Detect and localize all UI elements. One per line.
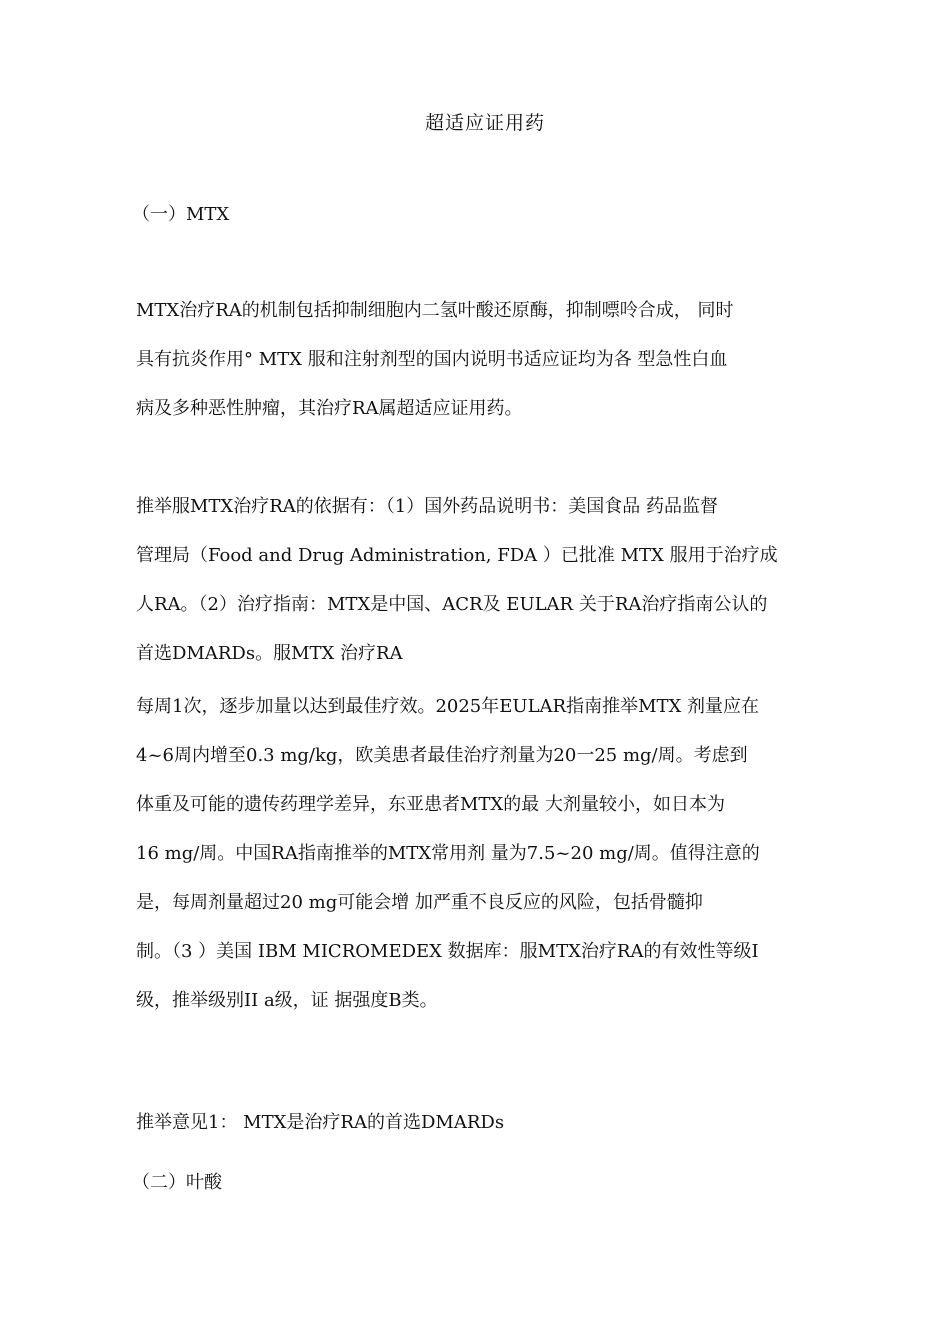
paragraph-line: 病及多种恶性肿瘤，其治疗RA属超适应证用药。 xyxy=(136,398,523,419)
paragraph-line: 管理局（Food and Drug Administration, FDA ）已批准 MTX 服用于治疗成 xyxy=(136,545,778,566)
paragraph-line: 具有抗炎作用° MTX 服和注射剂型的国内说明书适应证均为各 型急性白血 xyxy=(136,349,728,370)
recommendation-text: 推举意见1： MTX是治疗RA的首选DMARDs xyxy=(136,1112,505,1133)
paragraph-line: 人RA。（2）治疗指南：MTX是中国、ACR及 EULAR 关于RA治疗指南公认的 xyxy=(136,594,768,615)
paragraph-line: 首选DMARDs。服MTX 治疗RA xyxy=(136,643,403,664)
section-heading-folic-acid: （二）叶酸 xyxy=(132,1172,222,1193)
paragraph-line: MTX治疗RA的机制包括抑制细胞内二氢叶酸还原酶，抑制嘌呤合成， 同时 xyxy=(136,300,734,321)
section-heading-mtx: （一）MTX xyxy=(132,204,230,225)
paragraph-line: 级，推举级别II a级，证 据强度B类。 xyxy=(136,990,438,1011)
paragraph-line: 是，每周剂量超过20 mg可能会增 加严重不良反应的风险，包括骨髓抑 xyxy=(136,892,703,913)
paragraph-line: 每周1次，逐步加量以达到最佳疗效。2025年EULAR指南推举MTX 剂量应在 xyxy=(136,696,760,717)
recommendation-1 xyxy=(136,1098,836,1147)
paragraph-mechanism xyxy=(136,286,836,433)
paragraph-dosage xyxy=(136,682,836,1025)
page-title: 超适应证用药 xyxy=(424,112,545,134)
paragraph-evidence xyxy=(136,482,836,678)
paragraph-line: 体重及可能的遗传药理学差异，东亚患者MTX的最 大剂量较小，如日本为 xyxy=(136,794,725,815)
paragraph-line: 推举服MTX治疗RA的依据有：（1）国外药品说明书：美国食品 药品监督 xyxy=(136,496,718,517)
paragraph-line: 16 mg/周。中国RA指南推举的MTX常用剂 量为7.5~20 mg/周。值得注意的 xyxy=(136,843,760,864)
paragraph-line: 4~6周内增至0.3 mg/kg，欧美患者最佳治疗剂量为20一25 mg/周。考虑到 xyxy=(136,745,748,766)
paragraph-line: 制。（3 ）美国 IBM MICROMEDEX 数据库：服MTX治疗RA的有效性等级I xyxy=(136,941,759,962)
